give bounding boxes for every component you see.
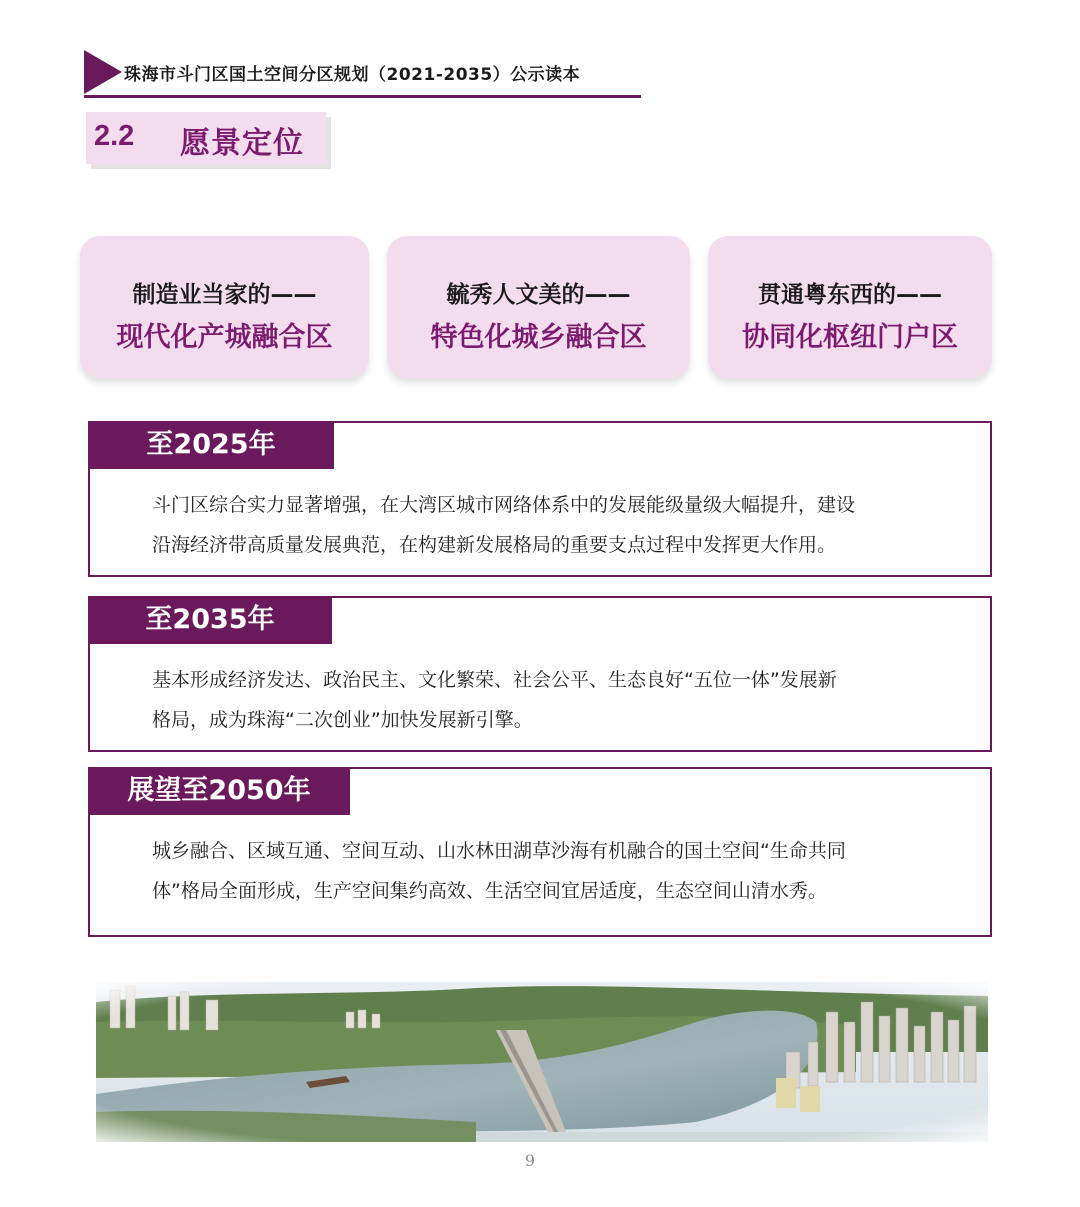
vision-card-subtitle: 贯通粤东西的——	[758, 282, 942, 308]
goal-text-line: 沿海经济带高质量发展典范，在构建新发展格局的重要支点过程中发挥更大作用。	[152, 534, 837, 556]
vision-card-subtitle: 制造业当家的——	[132, 282, 317, 308]
document-title: 珠海市斗门区国土空间分区规划（2021-2035）公示读本	[124, 65, 581, 85]
goal-label: 展望至2050年	[88, 767, 350, 815]
goal-text-line: 斗门区综合实力显著增强，在大湾区城市网络体系中的发展能级量级大幅提升，建设	[152, 494, 856, 516]
page-number: 9	[524, 1151, 536, 1170]
vision-card-title: 特色化城乡融合区	[430, 322, 647, 353]
section-heading	[86, 112, 326, 164]
vision-card-title: 现代化产城融合区	[116, 322, 333, 353]
header-divider	[84, 95, 641, 98]
aerial-city-photo	[96, 982, 988, 1142]
goal-text	[152, 485, 974, 565]
vision-card-manufacturing	[80, 236, 369, 378]
goal-label: 至2035年	[88, 596, 332, 644]
vision-card-title: 协同化枢纽门户区	[742, 322, 958, 353]
goal-label: 至2025年	[88, 421, 334, 469]
vision-card-hub	[708, 236, 992, 378]
goal-text-line: 格局，成为珠海“二次创业”加快发展新引擎。	[152, 709, 533, 731]
section-title: 愿景定位	[180, 126, 304, 161]
vision-card-subtitle: 毓秀人文美的——	[446, 282, 631, 308]
goal-text-line: 基本形成经济发达、政治民主、文化繁荣、社会公平、生态良好“五位一体”发展新	[152, 669, 837, 691]
goal-box-2035	[88, 596, 992, 752]
goal-text-line: 城乡融合、区域互通、空间互动、山水林田湖草沙海有机融合的国土空间“生命共同	[152, 840, 846, 862]
goal-box-2025	[88, 421, 992, 577]
section-number: 2.2	[94, 120, 135, 152]
header-triangle-icon	[84, 50, 124, 94]
goal-text-line: 体”格局全面形成，生产空间集约高效、生活空间宜居适度，生态空间山清水秀。	[152, 880, 827, 902]
goal-box-2050	[88, 767, 992, 937]
goal-text	[152, 660, 974, 740]
vision-card-culture	[387, 236, 690, 378]
goal-text	[152, 831, 974, 911]
